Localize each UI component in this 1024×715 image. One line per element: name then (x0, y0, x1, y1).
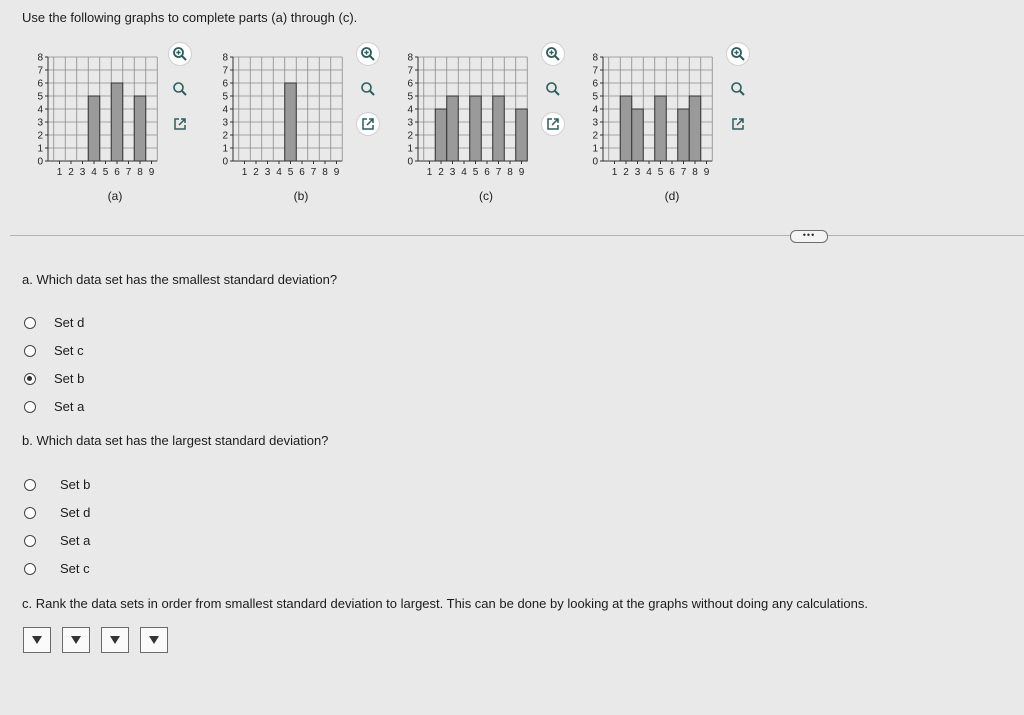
y-tick-label: 5 (592, 91, 598, 103)
question-a: a. Which data set has the smallest standard deviation? (22, 272, 338, 287)
option-b-1[interactable] (24, 477, 90, 492)
y-tick-label: 2 (37, 130, 43, 142)
x-tick-label: 1 (56, 167, 63, 178)
option-label: Set b (60, 477, 91, 492)
option-label: Set b (54, 371, 85, 386)
rank-dropdown-1[interactable] (23, 627, 51, 653)
option-label: Set c (60, 561, 90, 576)
y-tick-label: 1 (592, 143, 598, 155)
y-tick-label: 0 (222, 156, 228, 168)
radio-button[interactable] (24, 535, 36, 547)
x-tick-label: 5 (657, 167, 664, 178)
radio-button[interactable] (24, 317, 36, 329)
x-tick-label: 3 (264, 167, 271, 178)
y-tick-label: 7 (407, 65, 413, 77)
bar (435, 109, 447, 161)
bar (678, 109, 690, 161)
x-tick-label: 9 (518, 167, 525, 178)
y-tick-label: 3 (407, 117, 413, 129)
zoom-in-icon[interactable] (727, 43, 749, 65)
y-tick-label: 6 (37, 78, 43, 90)
x-tick-label: 6 (669, 167, 675, 178)
y-tick-label: 4 (592, 104, 598, 116)
chart-c (400, 50, 530, 180)
bar (655, 96, 667, 161)
more-icon[interactable]: ••• (790, 230, 828, 243)
option-a-4[interactable] (24, 399, 84, 414)
y-tick-label: 0 (407, 156, 413, 168)
y-tick-label: 5 (407, 91, 413, 103)
rank-dropdown-3[interactable] (101, 627, 129, 653)
chart-a-label: (a) (107, 189, 123, 203)
x-tick-label: 4 (646, 167, 652, 178)
external-link-icon[interactable] (542, 113, 564, 135)
bar (285, 83, 297, 161)
bar (134, 96, 146, 161)
external-link-icon[interactable] (727, 113, 749, 135)
bar (88, 96, 100, 161)
y-tick-label: 6 (222, 78, 228, 90)
bar (620, 96, 632, 161)
radio-button[interactable] (24, 507, 36, 519)
option-a-3[interactable] (24, 371, 84, 386)
x-tick-label: 1 (426, 167, 433, 178)
question-b: b. Which data set has the largest standard deviation? (22, 433, 329, 448)
x-tick-label: 3 (79, 167, 86, 178)
y-tick-label: 8 (407, 52, 413, 64)
bar (493, 96, 505, 161)
zoom-out-icon[interactable] (169, 78, 191, 100)
x-tick-label: 4 (91, 167, 97, 178)
chart-a-controls (169, 43, 191, 135)
x-tick-label: 7 (495, 167, 502, 178)
radio-button[interactable] (24, 345, 36, 357)
x-tick-label: 2 (623, 167, 629, 178)
y-tick-label: 3 (592, 117, 598, 129)
chart-c-label: (c) (479, 189, 493, 203)
zoom-in-icon[interactable] (357, 43, 379, 65)
y-tick-label: 7 (222, 65, 228, 77)
chevron-down-icon (71, 636, 81, 644)
radio-button-selected[interactable] (24, 373, 36, 385)
y-tick-label: 3 (37, 117, 43, 129)
zoom-in-icon[interactable] (542, 43, 564, 65)
x-tick-label: 9 (333, 167, 340, 178)
option-b-3[interactable] (24, 533, 90, 548)
y-tick-label: 0 (37, 156, 43, 168)
rank-dropdown-4[interactable] (140, 627, 168, 653)
y-tick-label: 4 (37, 104, 43, 116)
radio-button[interactable] (24, 479, 36, 491)
y-tick-label: 1 (37, 143, 43, 155)
x-tick-label: 6 (484, 167, 490, 178)
option-a-2[interactable] (24, 343, 84, 358)
y-tick-label: 4 (222, 104, 228, 116)
x-tick-label: 6 (299, 167, 305, 178)
chevron-down-icon (149, 636, 159, 644)
radio-button[interactable] (24, 401, 36, 413)
x-tick-label: 4 (461, 167, 467, 178)
x-tick-label: 1 (611, 167, 618, 178)
x-tick-label: 2 (253, 167, 259, 178)
zoom-in-icon[interactable] (169, 43, 191, 65)
x-tick-label: 7 (680, 167, 687, 178)
x-tick-label: 8 (322, 167, 328, 178)
x-tick-label: 7 (310, 167, 317, 178)
y-tick-label: 0 (592, 156, 598, 168)
x-tick-label: 8 (692, 167, 698, 178)
instructions-text: Use the following graphs to complete parts (a) through (c). (22, 10, 358, 25)
y-tick-label: 7 (37, 65, 43, 77)
bar (689, 96, 701, 161)
bar (516, 109, 528, 161)
y-tick-label: 5 (37, 91, 43, 103)
y-tick-label: 1 (407, 143, 413, 155)
bar (470, 96, 482, 161)
chart-b-controls (357, 43, 379, 135)
x-tick-label: 9 (148, 167, 155, 178)
external-link-icon[interactable] (357, 113, 379, 135)
x-tick-label: 5 (472, 167, 479, 178)
zoom-out-icon[interactable] (727, 78, 749, 100)
x-tick-label: 9 (703, 167, 710, 178)
external-link-icon[interactable] (169, 113, 191, 135)
y-tick-label: 4 (407, 104, 413, 116)
option-label: Set c (54, 343, 84, 358)
x-tick-label: 8 (507, 167, 513, 178)
x-tick-label: 5 (287, 167, 294, 178)
bar (447, 96, 459, 161)
option-label: Set d (54, 315, 85, 330)
option-label: Set a (60, 533, 91, 548)
x-tick-label: 4 (276, 167, 282, 178)
y-tick-label: 7 (592, 65, 598, 77)
y-tick-label: 6 (407, 78, 413, 90)
radio-button[interactable] (24, 563, 36, 575)
x-tick-label: 5 (102, 167, 109, 178)
x-tick-label: 3 (449, 167, 456, 178)
y-tick-label: 8 (37, 52, 43, 64)
y-tick-label: 6 (592, 78, 598, 90)
zoom-out-icon[interactable] (542, 78, 564, 100)
x-tick-label: 7 (125, 167, 132, 178)
x-tick-label: 2 (438, 167, 444, 178)
y-tick-label: 3 (222, 117, 228, 129)
x-tick-label: 2 (68, 167, 74, 178)
y-tick-label: 1 (222, 143, 228, 155)
chevron-down-icon (110, 636, 120, 644)
y-tick-label: 2 (407, 130, 413, 142)
y-tick-label: 8 (592, 52, 598, 64)
bar (111, 83, 123, 161)
option-b-4[interactable] (24, 561, 90, 576)
x-tick-label: 1 (241, 167, 248, 178)
option-label: Set a (54, 399, 85, 414)
bar (632, 109, 644, 161)
option-b-2[interactable] (24, 505, 90, 520)
y-tick-label: 2 (592, 130, 598, 142)
chart-d-label: (d) (664, 189, 680, 203)
chevron-down-icon (32, 636, 42, 644)
chart-d (585, 50, 715, 180)
rank-dropdown-2[interactable] (62, 627, 90, 653)
chart-d-controls (727, 43, 749, 135)
x-tick-label: 3 (634, 167, 641, 178)
chart-b (215, 50, 345, 180)
y-tick-label: 5 (222, 91, 228, 103)
option-label: Set d (60, 505, 91, 520)
chart-c-controls (542, 43, 564, 135)
chart-a (30, 50, 160, 180)
zoom-out-icon[interactable] (357, 78, 379, 100)
y-tick-label: 2 (222, 130, 228, 142)
section-divider (10, 235, 1024, 236)
question-c: c. Rank the data sets in order from smallest standard deviation to largest. This can be done by looking at the graphs without doing any calculations. (22, 596, 868, 611)
option-a-1[interactable] (24, 315, 84, 330)
x-tick-label: 8 (137, 167, 143, 178)
chart-b-label: (b) (293, 189, 309, 203)
y-tick-label: 8 (222, 52, 228, 64)
x-tick-label: 6 (114, 167, 120, 178)
